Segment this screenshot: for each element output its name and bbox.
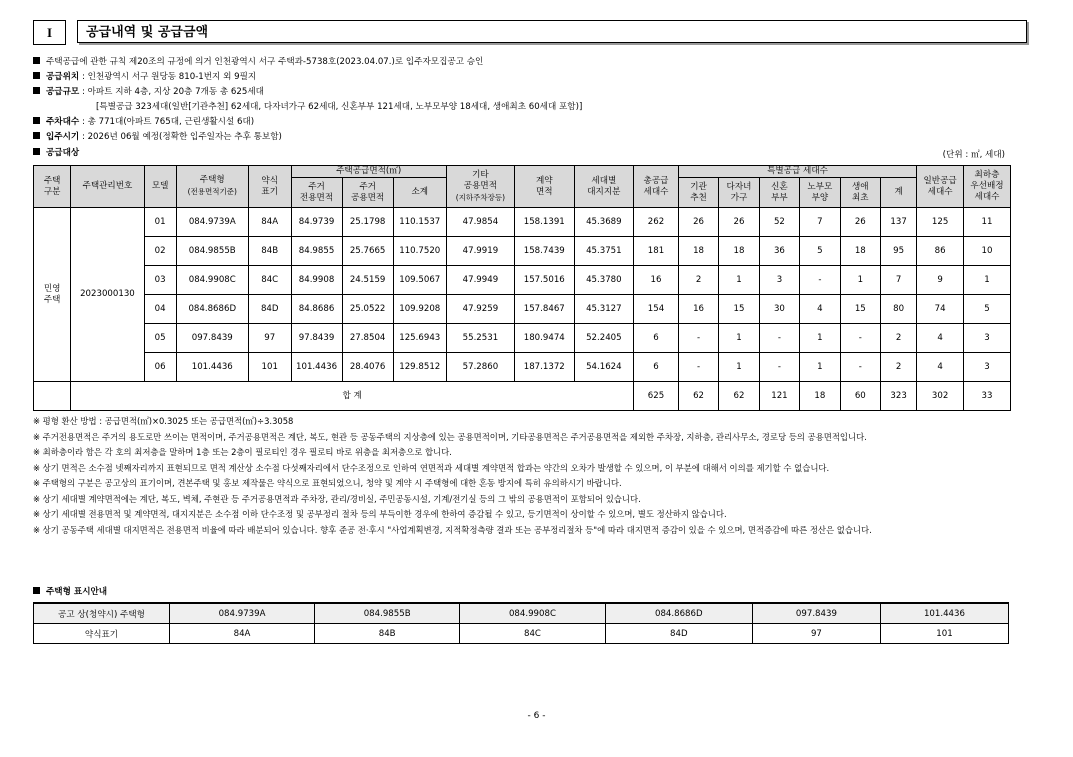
table-row	[34, 237, 1011, 266]
table-cell: 084.9739A	[176, 208, 248, 237]
th-common: 주거 공용면적	[342, 178, 393, 208]
type-guide-cell: 101	[880, 624, 1008, 644]
note-item: ※ 상기 세대별 계약면적에는 계단, 복도, 벽체, 주현관 등 주거공용면적과 주차장, 관리/경비실, 주민공동시설, 기계/전기실 등의 그 밖의 공용면적이 포함되어 있습니다.	[33, 493, 641, 504]
table-cell: -	[759, 353, 799, 382]
table-cell: -	[759, 324, 799, 353]
supply-table	[33, 165, 1011, 411]
th-house-kind: 주택 구분	[34, 166, 71, 208]
table-cell: 125.6943	[393, 324, 446, 353]
table-cell: 52	[759, 208, 799, 237]
table-cell: 18	[840, 237, 880, 266]
total-cell: 18	[800, 382, 840, 411]
approval-line: 주택공급에 관한 규칙 제20조의 규정에 의거 인천광역시 서구 주택과-5738호(2023.04.07.)로 입주자모집공고 승인	[33, 56, 483, 68]
table-cell: 45.3127	[574, 295, 634, 324]
type-guide-cell: 097.8439	[752, 603, 880, 624]
total-cell: 33	[964, 382, 1011, 411]
table-cell: 101	[248, 353, 291, 382]
table-cell: 110.7520	[393, 237, 446, 266]
table-cell: 47.9919	[446, 237, 514, 266]
note-item: ※ 주택형의 구분은 공고상의 표기이며, 견본주택 및 홍보 제작물은 약식으로 표현되었으니, 청약 및 계약 시 주택형에 대한 혼동 방지에 특히 유의하시기 바랍니다.	[33, 478, 622, 488]
table-cell: 109.5067	[393, 266, 446, 295]
table-cell: 4	[800, 295, 840, 324]
table-cell: 2	[881, 324, 917, 353]
table-cell: 30	[759, 295, 799, 324]
table-cell: 084.9855B	[176, 237, 248, 266]
type-guide-cell: 084.9855B	[315, 603, 460, 624]
mgmt-number-cell: 2023000130	[71, 208, 144, 382]
th-mgmt-no: 주택관리번호	[71, 166, 144, 208]
table-cell: 3	[759, 266, 799, 295]
type-guide-table	[33, 602, 1009, 644]
page-number: - 6 -	[527, 711, 546, 721]
table-cell: 03	[144, 266, 176, 295]
table-cell: 26	[719, 208, 759, 237]
total-cell: 323	[881, 382, 917, 411]
th-sp-total: 계	[881, 178, 917, 208]
table-cell: 6	[634, 324, 679, 353]
total-label: 합 계	[71, 382, 634, 411]
type-guide-cell: 84A	[170, 624, 315, 644]
total-cell: 121	[759, 382, 799, 411]
table-cell: 262	[634, 208, 679, 237]
movein-line: 입주시기 : 2026년 06월 예정(정확한 입주일자는 추후 통보함)	[33, 131, 282, 143]
table-cell: 25.1798	[342, 208, 393, 237]
table-cell: 1	[840, 266, 880, 295]
table-cell: 157.5016	[514, 266, 574, 295]
table-cell: 187.1372	[514, 353, 574, 382]
table-cell: -	[840, 353, 880, 382]
table-cell: 158.7439	[514, 237, 574, 266]
table-cell: 02	[144, 237, 176, 266]
bullet-square-icon	[33, 87, 40, 94]
th-lowest: 최하층 우선배정 세대수	[964, 166, 1011, 208]
table-cell: 54.1624	[574, 353, 634, 382]
table-cell: 57.2860	[446, 353, 514, 382]
table-cell: 084.8686D	[176, 295, 248, 324]
table-cell: 157.8467	[514, 295, 574, 324]
table-cell: 2	[881, 353, 917, 382]
unit-label: (단위 : ㎡, 세대)	[942, 150, 1005, 160]
th-special-group: 특별공급 세대수	[678, 166, 916, 178]
bullet-square-icon	[33, 148, 40, 155]
th-subtotal: 소계	[393, 178, 446, 208]
total-cell: 60	[840, 382, 880, 411]
scale-detail-line: [특별공급 323세대(일반[기관추천] 62세대, 다자녀가구 62세대, 신혼부부 121세대, 노부모부양 18세대, 생애최초 60세대 포함)]	[96, 102, 583, 112]
table-row	[34, 266, 1011, 295]
table-cell: 6	[634, 353, 679, 382]
table-cell: -	[800, 266, 840, 295]
table-cell: 24.5159	[342, 266, 393, 295]
table-cell: 7	[800, 208, 840, 237]
section-title: 공급내역 및 공급금액	[77, 20, 1027, 43]
th-short: 약식 표기	[248, 166, 291, 208]
total-row	[34, 382, 1011, 411]
table-cell: 1	[719, 266, 759, 295]
table-cell: 16	[678, 295, 718, 324]
table-cell: 84.8686	[291, 295, 342, 324]
type-guide-row	[34, 603, 1009, 624]
type-guide-cell: 84D	[605, 624, 752, 644]
type-guide-cell: 084.8686D	[605, 603, 752, 624]
type-guide-row	[34, 624, 1009, 644]
type-guide-cell: 84C	[460, 624, 605, 644]
scale-line: 공급규모 : 아파트 지하 4층, 지상 20층 7개동 총 625세대	[33, 86, 264, 98]
note-item: ※ 상기 면적은 소수점 넷째자리까지 표현되므로 면적 계산상 소수점 다섯째자리에서 단수조정으로 인하여 연면적과 세대별 계약면적 합과는 약간의 오차가 발생할 수 있으며, 이 부분에 대해서 이의를 제기할 수 없습니다.	[33, 462, 830, 473]
table-cell: 7	[881, 266, 917, 295]
th-housing-type: 주택형 (전용면적기준)	[176, 166, 248, 208]
th-sp-inst: 기관 추천	[678, 178, 718, 208]
table-cell: 97	[248, 324, 291, 353]
table-cell: 47.9949	[446, 266, 514, 295]
table-cell: 1	[800, 324, 840, 353]
table-cell: 47.9854	[446, 208, 514, 237]
notes-list	[33, 414, 1018, 538]
table-cell: 3	[964, 324, 1011, 353]
table-row	[34, 353, 1011, 382]
table-cell: 9	[917, 266, 964, 295]
th-model: 모델	[144, 166, 176, 208]
table-cell: 101.4436	[291, 353, 342, 382]
table-cell: 1	[964, 266, 1011, 295]
table-cell: 1	[719, 324, 759, 353]
note-item: ※ 상기 공동주택 세대별 대지면적은 전용면적 비율에 따라 배분되어 있습니다. 향후 준공 전·후시 "사업계획변경, 지적확정측량 결과 또는 공부정리절차 등"에 따라 대지면적 증감이 있을 수 있으며, 면적증감에 따른 정산은 없습니다.	[33, 524, 872, 535]
table-cell: 47.9259	[446, 295, 514, 324]
table-cell: 01	[144, 208, 176, 237]
type-guide-label: 약식표기	[34, 624, 170, 644]
total-blank-cell	[34, 382, 71, 411]
note-item: ※ 평형 환산 방법 : 공급면적(㎡)×0.3025 또는 공급면적(㎡)÷3.3058	[33, 416, 294, 426]
table-cell: 1	[719, 353, 759, 382]
bullet-square-icon	[33, 587, 40, 594]
bullet-square-icon	[33, 132, 40, 139]
table-cell: 95	[881, 237, 917, 266]
total-cell: 62	[719, 382, 759, 411]
table-row	[34, 324, 1011, 353]
bullet-square-icon	[33, 57, 40, 64]
total-cell: 302	[917, 382, 964, 411]
location-line: 공급위치 : 인천광역시 서구 원당동 810-1번지 외 9필지	[33, 71, 256, 83]
table-cell: 84.9908	[291, 266, 342, 295]
table-cell: 84A	[248, 208, 291, 237]
table-cell: 137	[881, 208, 917, 237]
table-cell: 109.9208	[393, 295, 446, 324]
th-general: 일반공급 세대수	[917, 166, 964, 208]
table-cell: 3	[964, 353, 1011, 382]
table-cell: 180.9474	[514, 324, 574, 353]
table-cell: 2	[678, 266, 718, 295]
table-cell: 5	[800, 237, 840, 266]
type-guide-cell: 084.9908C	[460, 603, 605, 624]
th-sp-first: 생애 최초	[840, 178, 880, 208]
table-cell: 04	[144, 295, 176, 324]
type-guide-cell: 101.4436	[880, 603, 1008, 624]
table-row	[34, 295, 1011, 324]
table-cell: 18	[678, 237, 718, 266]
th-excl: 주거 전용면적	[291, 178, 342, 208]
house-kind-cell: 민영 주택	[34, 208, 71, 382]
table-cell: 45.3780	[574, 266, 634, 295]
table-cell: 4	[917, 353, 964, 382]
th-sp-newly: 신혼 부부	[759, 178, 799, 208]
note-item: ※ 주거전용면적은 주거의 용도로만 쓰이는 면적이며, 주거공용면적은 계단, 복도, 현관 등 공동주택의 지상층에 있는 공용면적이며, 기타공용면적은 주거공용면적을 제외한 주차장, 지하층, 관리사무소, 경로당 등의 공용면적입니다.	[33, 431, 867, 442]
table-cell: 05	[144, 324, 176, 353]
table-cell: 25.7665	[342, 237, 393, 266]
th-contract: 계약 면적	[514, 166, 574, 208]
target-line: 공급대상	[33, 147, 79, 159]
type-guide-label: 공고 상(청약시) 주택형	[34, 603, 170, 624]
table-cell: 74	[917, 295, 964, 324]
table-cell: 1	[800, 353, 840, 382]
table-cell: 36	[759, 237, 799, 266]
type-guide-heading: 주택형 표시안내	[33, 586, 107, 598]
table-cell: 84.9739	[291, 208, 342, 237]
th-other: 기타 공용면적 (지하주차장등)	[446, 166, 514, 208]
table-cell: 4	[917, 324, 964, 353]
table-cell: 27.8504	[342, 324, 393, 353]
th-sp-multi: 다자녀 가구	[719, 178, 759, 208]
table-cell: 084.9908C	[176, 266, 248, 295]
section-number: I	[33, 20, 66, 45]
table-cell: 86	[917, 237, 964, 266]
bullet-square-icon	[33, 117, 40, 124]
table-cell: 125	[917, 208, 964, 237]
table-cell: 84.9855	[291, 237, 342, 266]
type-guide-cell: 84B	[315, 624, 460, 644]
table-cell: 158.1391	[514, 208, 574, 237]
th-total-supply: 총공급 세대수	[634, 166, 679, 208]
th-area-group: 주택공급면적(㎡)	[291, 166, 446, 178]
table-cell: 80	[881, 295, 917, 324]
note-item: ※ 상기 세대별 전용면적 및 계약면적, 대지지분은 소수점 이하 단수조정 및 공부정리 절차 등의 부득이한 경우에 한하여 증감될 수 있고, 등기면적이 상이할 수 있으며, 별도 정산하지 않습니다.	[33, 509, 727, 519]
total-cell: 62	[678, 382, 718, 411]
type-guide-cell: 97	[752, 624, 880, 644]
table-cell: 84B	[248, 237, 291, 266]
section-heading	[33, 20, 1028, 45]
table-cell: 52.2405	[574, 324, 634, 353]
parking-line: 주차대수 : 총 771대(아파트 765대, 근린생활시설 6대)	[33, 116, 254, 128]
table-cell: 15	[719, 295, 759, 324]
table-cell: 10	[964, 237, 1011, 266]
table-cell: 16	[634, 266, 679, 295]
table-cell: 25.0522	[342, 295, 393, 324]
table-cell: -	[678, 353, 718, 382]
table-cell: -	[840, 324, 880, 353]
table-cell: -	[678, 324, 718, 353]
table-cell: 26	[678, 208, 718, 237]
table-cell: 5	[964, 295, 1011, 324]
total-cell: 625	[634, 382, 679, 411]
table-cell: 26	[840, 208, 880, 237]
table-cell: 11	[964, 208, 1011, 237]
table-cell: 101.4436	[176, 353, 248, 382]
th-sp-parent: 노부모 부양	[800, 178, 840, 208]
table-cell: 097.8439	[176, 324, 248, 353]
type-guide-cell: 084.9739A	[170, 603, 315, 624]
table-cell: 55.2531	[446, 324, 514, 353]
table-cell: 84D	[248, 295, 291, 324]
table-cell: 84C	[248, 266, 291, 295]
th-land: 세대별 대지지분	[574, 166, 634, 208]
bullet-square-icon	[33, 72, 40, 79]
table-cell: 154	[634, 295, 679, 324]
table-cell: 45.3751	[574, 237, 634, 266]
table-row	[34, 208, 1011, 237]
table-cell: 110.1537	[393, 208, 446, 237]
table-cell: 15	[840, 295, 880, 324]
table-cell: 129.8512	[393, 353, 446, 382]
note-item: ※ 최하층이라 함은 각 호의 최저층을 말하며 1층 또는 2층이 필로티인 경우 필로티 바로 위층을 최저층으로 합니다.	[33, 447, 452, 457]
table-cell: 181	[634, 237, 679, 266]
table-cell: 06	[144, 353, 176, 382]
table-cell: 45.3689	[574, 208, 634, 237]
table-cell: 28.4076	[342, 353, 393, 382]
table-cell: 97.8439	[291, 324, 342, 353]
table-cell: 18	[719, 237, 759, 266]
